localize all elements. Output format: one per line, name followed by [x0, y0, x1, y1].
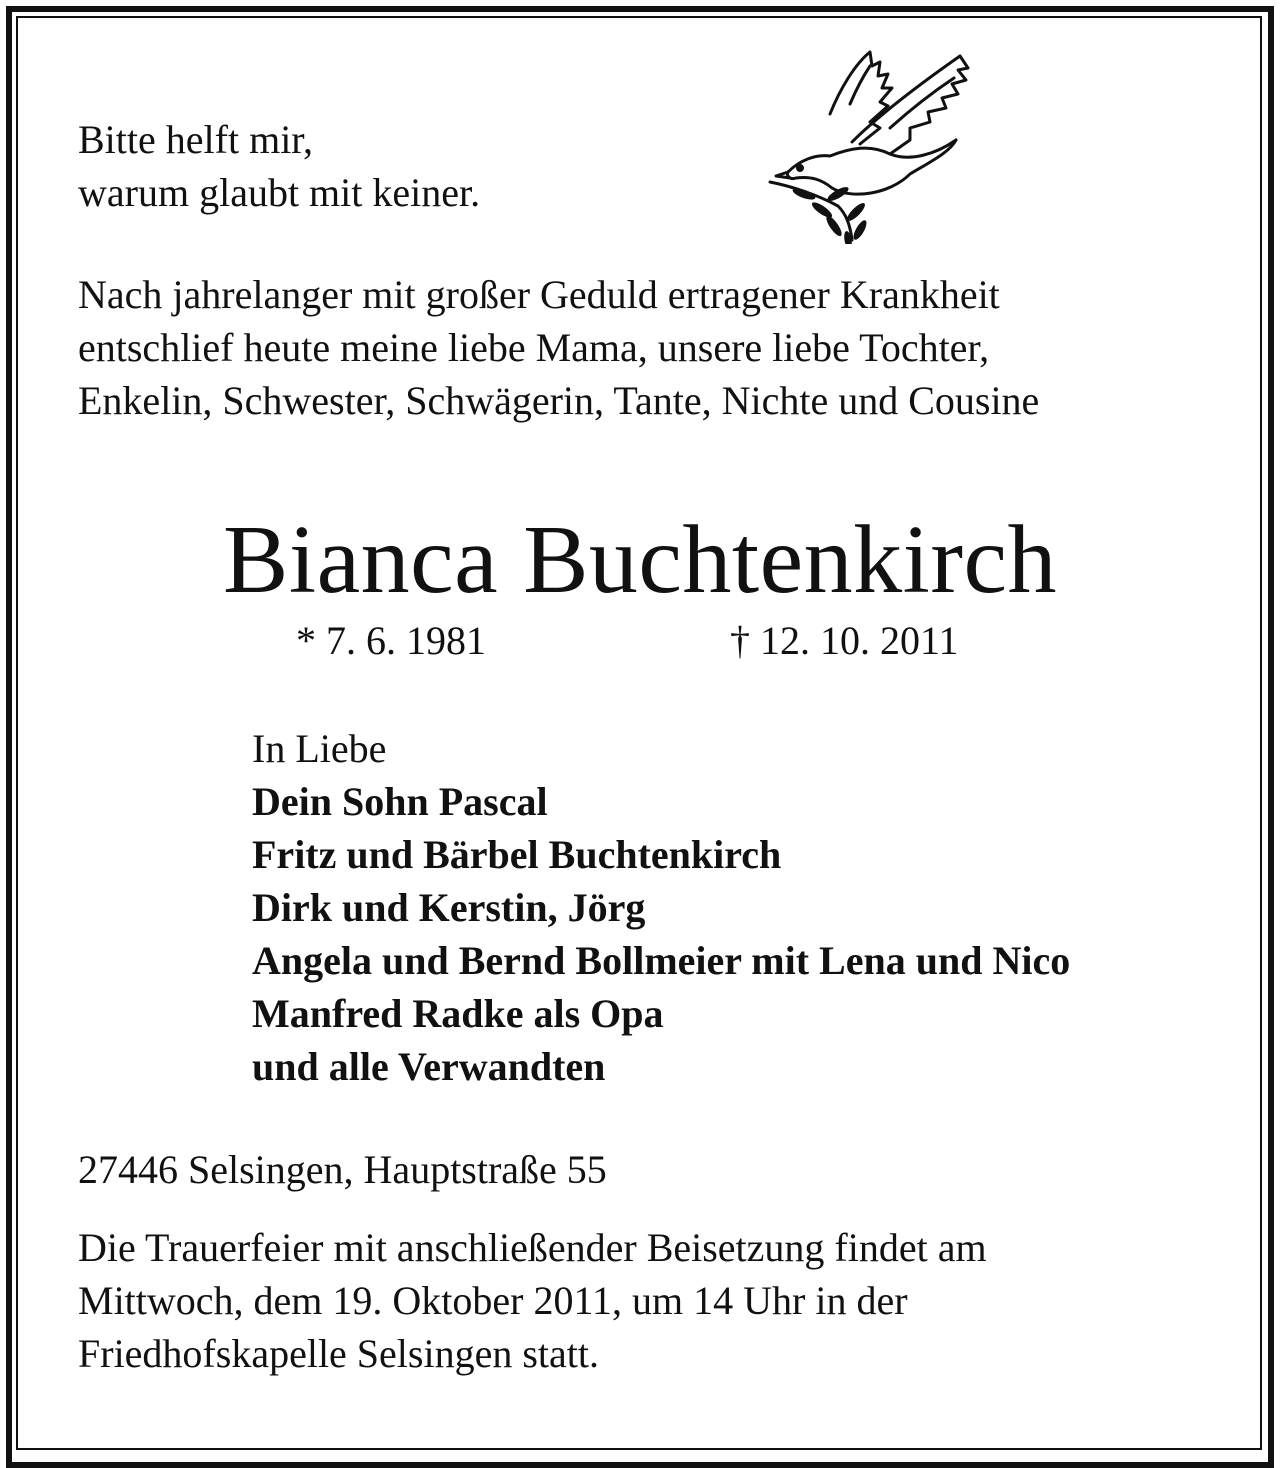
intro-line: warum glaubt mit keiner.: [78, 170, 481, 215]
mourners-lead: In Liebe: [252, 726, 387, 771]
notice-line: entschlief heute meine liebe Mama, unsere liebe Tochter,: [78, 325, 990, 370]
mourner-name: Fritz und Bärbel Buchtenkirch: [252, 832, 782, 877]
notice-line: Nach jahrelanger mit großer Geduld ertragener Krankheit: [78, 272, 1000, 317]
deceased-name: Bianca Buchtenkirch: [222, 506, 1058, 614]
death-notice-text: [78, 268, 1039, 427]
death-date: † 12. 10. 2011: [730, 618, 959, 663]
notice-line: Enkelin, Schwester, Schwägerin, Tante, Nichte und Cousine: [78, 378, 1040, 423]
funeral-service-info: [78, 1221, 987, 1380]
mourner-name: Dirk und Kerstin, Jörg: [252, 885, 646, 930]
mourners-list: [252, 722, 1070, 1093]
service-line: Die Trauerfeier mit anschließender Beisetzung findet am: [78, 1225, 987, 1270]
family-address: 27446 Selsingen, Hauptstraße 55: [78, 1147, 607, 1192]
mourner-name: Angela und Bernd Bollmeier mit Lena und Nico: [252, 938, 1071, 983]
mourner-name: Manfred Radke als Opa: [252, 991, 664, 1036]
mourner-name: Dein Sohn Pascal: [252, 779, 548, 824]
dove-with-olive-branch-icon: [760, 44, 980, 244]
service-line: Mittwoch, dem 19. Oktober 2011, um 14 Uhr in der: [78, 1278, 908, 1323]
mourner-name: und alle Verwandten: [252, 1044, 606, 1089]
birth-date: * 7. 6. 1981: [296, 618, 486, 663]
service-line: Friedhofskapelle Selsingen statt.: [78, 1331, 600, 1376]
intro-line: Bitte helft mir,: [78, 117, 314, 162]
intro-verse: [78, 113, 480, 219]
